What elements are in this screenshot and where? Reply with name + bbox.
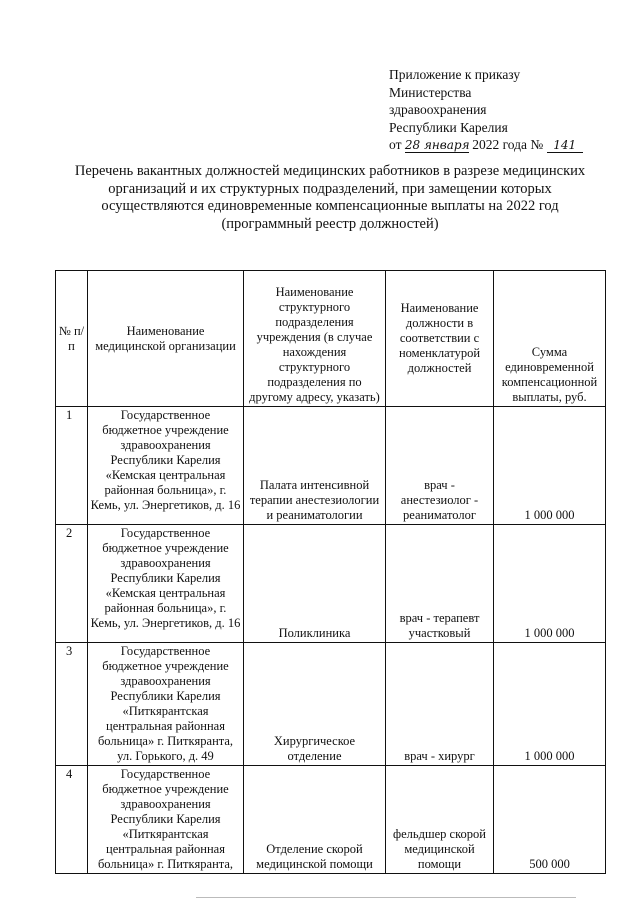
year-text: 2022 года № bbox=[472, 137, 544, 152]
title-line-2: организаций и их структурных подразделений, при замещении которых bbox=[108, 180, 552, 197]
organization-cell: Государственное бюджетное учреждение здравоохранения Республики Карелия «Питкярантская центральная районная больница» г. Питкяранта, ул. Горького, д. 49 bbox=[88, 643, 244, 766]
document-title bbox=[50, 163, 610, 233]
handwritten-order-number: 141 bbox=[547, 139, 583, 153]
appendix-date-line bbox=[389, 136, 629, 154]
title-line-3: осуществляются единовременные компенсационные выплаты на 2022 год bbox=[101, 198, 559, 214]
payment-sum-cell: 1 000 000 bbox=[494, 407, 606, 525]
date-prefix: от bbox=[389, 137, 402, 152]
appendix-block bbox=[389, 66, 629, 154]
department-cell: Хирургическое отделение bbox=[244, 643, 386, 766]
position-cell: врач - хирург bbox=[386, 643, 494, 766]
row-number: 2 bbox=[56, 525, 88, 643]
appendix-line-4: Республики Карелия bbox=[389, 119, 508, 135]
table-row bbox=[56, 407, 606, 525]
position-cell: врач - анестезиолог - реаниматолог bbox=[386, 407, 494, 525]
department-cell: Поликлиника bbox=[244, 525, 386, 643]
table-row bbox=[56, 643, 606, 766]
appendix-line-1: Приложение к приказу bbox=[389, 67, 521, 82]
position-cell: фельдшер скорой медицинской помощи bbox=[386, 766, 494, 874]
department-cell: Отделение скорой медицинской помощи bbox=[244, 766, 386, 874]
table-header-row bbox=[56, 271, 606, 407]
payment-sum-cell: 1 000 000 bbox=[494, 643, 606, 766]
payment-sum-cell: 1 000 000 bbox=[494, 525, 606, 643]
title-line-4: (программный реестр должностей) bbox=[221, 215, 439, 232]
position-cell: врач - терапевт участковый bbox=[386, 525, 494, 643]
table-row bbox=[56, 525, 606, 643]
appendix-line-3: здравоохранения bbox=[389, 102, 487, 117]
header-payment-sum: Сумма единовременной компенсационной выплаты, руб. bbox=[494, 271, 606, 407]
scan-edge-line bbox=[196, 897, 576, 898]
positions-register-table bbox=[55, 270, 606, 874]
payment-sum-cell: 500 000 bbox=[494, 766, 606, 874]
organization-cell: Государственное бюджетное учреждение здравоохранения Республики Карелия «Питкярантская центральная районная больница» г. Питкяранта, bbox=[88, 766, 244, 874]
department-cell: Палата интенсивной терапии анестезиологии и реаниматологии bbox=[244, 407, 386, 525]
organization-cell: Государственное бюджетное учреждение здравоохранения Республики Карелия «Кемская центральная районная больница», г. Кемь, ул. Энергетиков, д. 16 bbox=[88, 525, 244, 643]
header-organization: Наименование медицинской организации bbox=[88, 271, 244, 407]
table-row bbox=[56, 766, 606, 874]
header-position: Наименование должности в соответствии с номенклатурой должностей bbox=[386, 271, 494, 407]
organization-cell: Государственное бюджетное учреждение здравоохранения Республики Карелия «Кемская центральная районная больница», г. Кемь, ул. Энергетиков, д. 16 bbox=[88, 407, 244, 525]
header-number: № п/п bbox=[56, 271, 88, 407]
title-line-1: Перечень вакантных должностей медицинских работников в разрезе медицинских bbox=[74, 163, 586, 179]
header-department: Наименование структурного подразделения учреждения (в случае нахождения структурного подразделения по другому адресу, указать) bbox=[244, 271, 386, 407]
row-number: 3 bbox=[56, 643, 88, 766]
row-number: 1 bbox=[56, 407, 88, 525]
handwritten-date: 28 января bbox=[404, 138, 470, 152]
appendix-line-2: Министерства bbox=[389, 84, 472, 100]
row-number: 4 bbox=[56, 766, 88, 874]
